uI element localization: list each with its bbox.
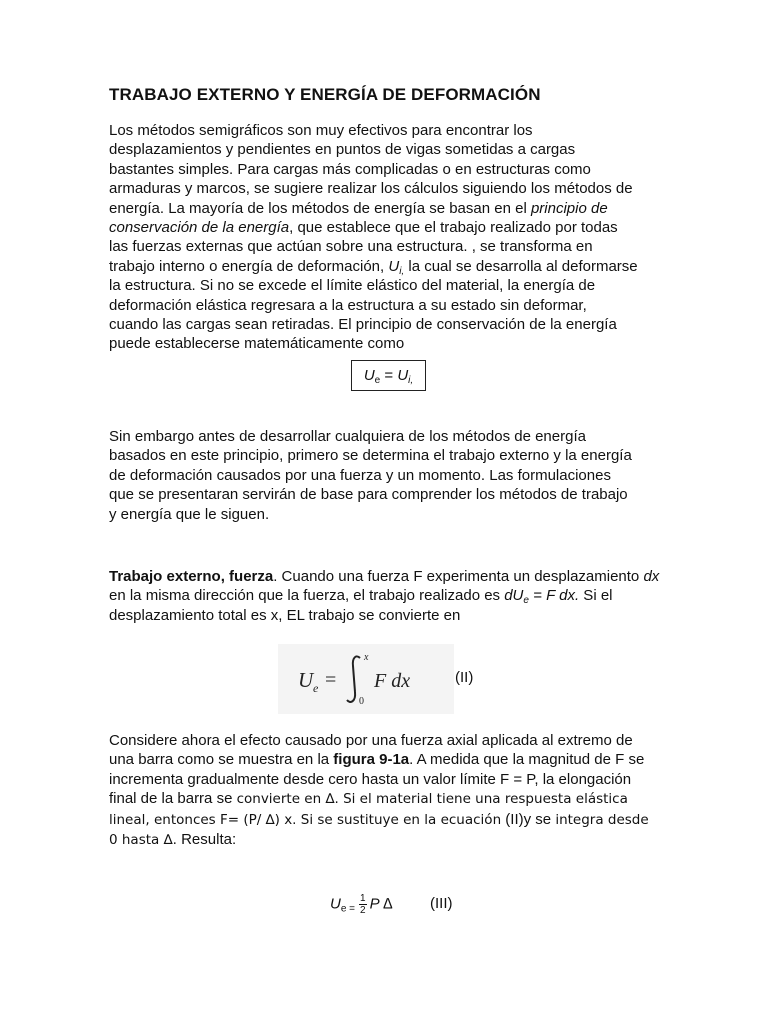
fraction-one-half: $\frac{1}{2}$ <box>360 893 366 916</box>
svg-text:e: e <box>313 681 319 695</box>
svg-text:F dx: F dx <box>374 670 411 692</box>
svg-text:x: x <box>364 652 369 663</box>
paragraph-external-work: Trabajo externo, fuerza. Cuando una fuerza F experimenta un desplazamiento dx en la misma dirección que la fuerza, el trabajo realizado es $dU_e = F$ dx. Si el desplazamiento total es x, EL trabajo se convierte en <box>109 568 660 624</box>
figure-reference: figura 9-1a <box>333 751 410 769</box>
symbol-ui: $U_{i,}$ <box>388 257 405 277</box>
svg-text:0: 0 <box>359 696 364 707</box>
svg-text:=: = <box>325 669 337 691</box>
text-run: la cual se desarrolla al deformarse la estructura. Si no se excede el límite elástico del material, la energía de deformación elástica regresara a la estructura a su estado sin deformar, cuando las cargas sean retiradas. El principio de conservación de la energía puede establecerse matemáticamente como <box>109 257 638 353</box>
integral-equation-image <box>278 644 454 714</box>
equation-label: (II) <box>455 669 474 686</box>
paragraph-axial-force: Considere ahora el efecto causado por una fuerza axial aplicada al extremo de una barra como se muestra en la figura 9-1a. A medida que la magnitud de F se incrementa gradualmente desde cero hasta un valor límite F = P, la elongación final de la barra se convierte en ∆. Si el material tiene una respuesta elástica lineal, entonces F= (P/ ∆) x. Si se sustituye en la ecuación (II)y se integra desde 0 hasta ∆. Resulta: <box>109 732 649 849</box>
equation-3: $U_{e =}$ $\frac{1}{2}$ P ∆ <box>330 893 393 916</box>
equation-box: $U_e = U_{i,}$ <box>351 360 426 391</box>
text-run: Los métodos semigráficos son muy efectivos para encontrar los desplazamientos y pendientes en puntos de vigas sometidas a cargas bastantes simples. Para cargas más complicadas o en estructuras como armaduras y marcos, se sugiere realizar los cálculos siguiendo los métodos de energía. La mayoría de los métodos de energía se basan en el <box>109 122 633 217</box>
svg-text:U: U <box>298 668 314 692</box>
intro-paragraph <box>109 121 639 354</box>
page-title: TRABAJO EXTERNO Y ENERGÍA DE DEFORMACIÓN <box>109 85 541 104</box>
text-run: , que establece que el trabajo realizado por todas las fuerzas externas que actúan sobre una estructura. , se transforma en trabajo interno o energía de deformación, <box>109 219 618 275</box>
work-formula: $dU_e = F$ dx. <box>504 587 580 607</box>
paragraph-2: Sin embargo antes de desarrollar cualquiera de los métodos de energía basados en este principio, primero se determina el trabajo externo y la energía de deformación causados por una fuerza y un momento. Las formulaciones que se presentaran servirán de base para comprender los métodos de trabajo y energía que le siguen. <box>109 428 632 523</box>
emphasis-text: principio de conservación de la energía <box>109 199 608 237</box>
equation-label: (III) <box>430 895 453 912</box>
section-heading: Trabajo externo, fuerza <box>109 568 274 585</box>
